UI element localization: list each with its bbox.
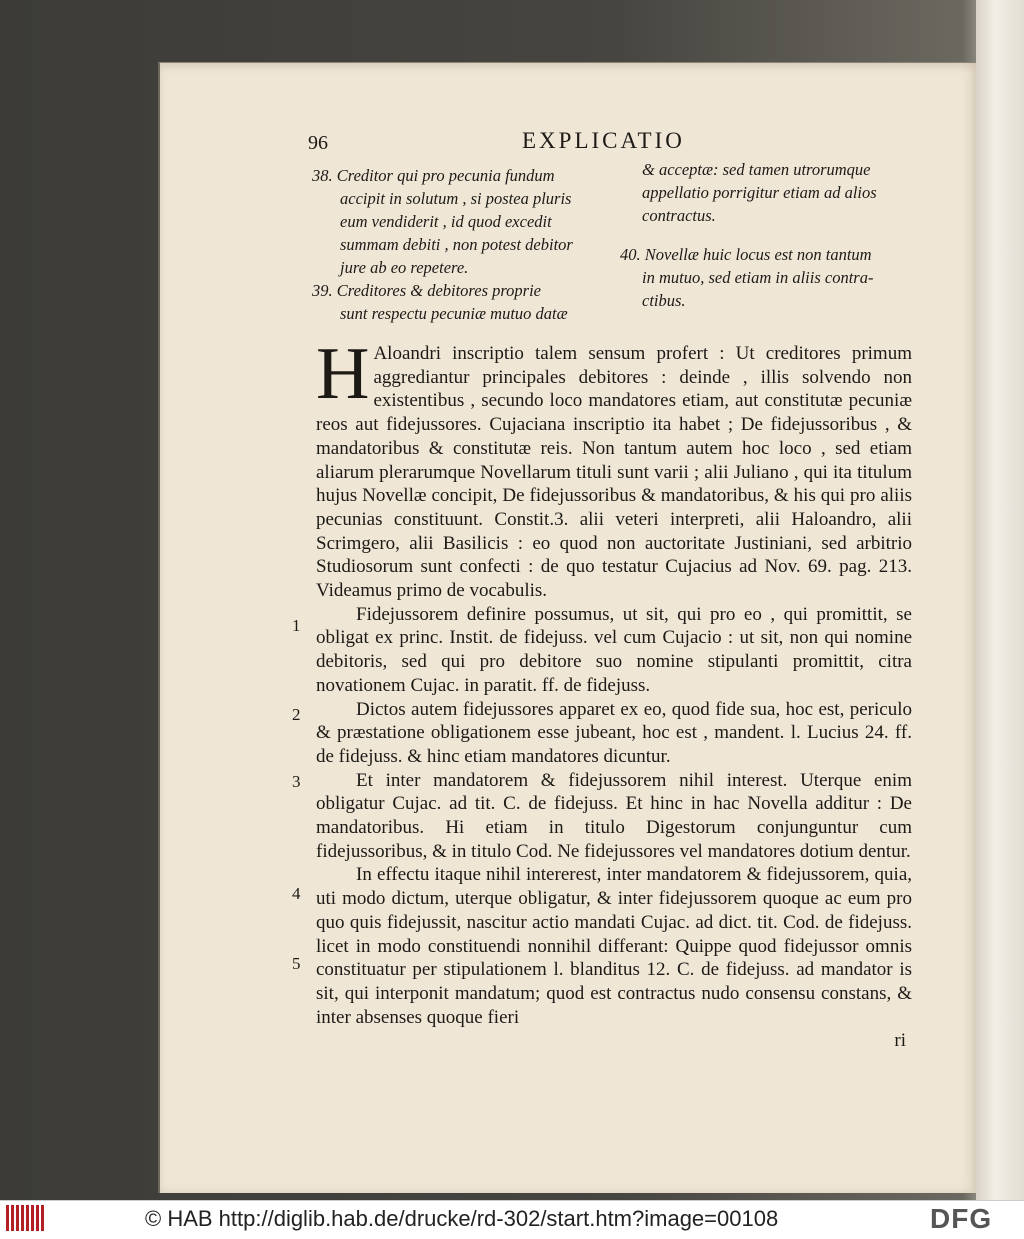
catchword: ri — [894, 1030, 906, 1052]
summary-line: accipit in solutum , si postea pluris — [340, 189, 572, 208]
summary-line: 40. Novellæ huic locus est non tantum — [620, 245, 872, 264]
paragraph-5: In effectu itaque nihil intererest, inter mandatorem & fidejussorem, quia, uti modo dictum, uterque obligatur, & inter fidejussorem quoque ac eum pro quo quis fidejussit, nascitur actio mandati Cujac. ad dict. tit. Cod. de fidejuss. licet in modo constituendi nonnihil differant: Quippe quod fidejussor omnis constituatur per stipulationem l. blanditus 12. C. de fidejuss. ad mandator is sit, qui interponit mandatum; quod est contractus nudo consensu constans, & inter absenses quoque fieri — [316, 864, 912, 1028]
hab-logo-icon — [6, 1205, 50, 1233]
page-number: 96 — [308, 132, 328, 154]
copyright-link[interactable]: © HAB http://diglib.hab.de/drucke/rd-302/start.htm?image=00108 — [145, 1206, 779, 1231]
running-head: EXPLICATIO — [522, 128, 685, 153]
summary-line: summam debiti , non potest debitor — [340, 235, 573, 254]
summary-line — [620, 227, 877, 243]
margin-number: 1 — [292, 616, 301, 635]
summary-right — [620, 158, 877, 312]
paragraph-4: Et inter mandatorem & fidejussorem nihil interest. Uterque enim obligatur Cujac. ad tit. C. de fidejuss. Et hinc in hac Novella additur : De mandatoribus. Hi etiam in titulo Digestorum conjunguntur cum fidejussoribus, & in titulo Cod. Ne fidejussores vel mandatores dotium dentur. — [316, 769, 912, 862]
paragraph-1 — [316, 333, 912, 603]
margin-number: 5 — [292, 954, 301, 973]
paragraph-2: Fidejussorem definire possumus, ut sit, qui pro eo , qui promittit, se obligat ex princ. Instit. de fidejuss. vel cum Cujacio : ut sit, non qui nomine debitoris, sed qui pro debitore suo nomine stipulanti promittit, citra novationem Cujac. in paratit. ff. de fidejuss. — [316, 603, 912, 696]
next-page-edge — [976, 0, 1024, 1200]
drop-cap: H — [316, 333, 370, 415]
margin-number: 3 — [292, 772, 301, 791]
summary-line: appellatio porrigitur etiam ad alios — [642, 183, 877, 202]
summary-line: sunt respectu pecuniæ mutuo datæ — [340, 304, 568, 323]
paragraph-3: Dictos autem fidejussores apparet ex eo, quod fide sua, hoc est, periculo & præstatione obligationem esse jubeant, hoc est , mandent. l. Lucius 24. ff. de fidejuss. & hinc etiam mandatores dicuntur. — [316, 698, 912, 767]
summary-line: & acceptæ: sed tamen utrorumque — [642, 160, 871, 179]
summary-line: eum vendiderit , id quod excedit — [340, 212, 552, 231]
summary-line: 39. Creditores & debitores proprie — [312, 281, 542, 300]
summary-line: in mutuo, sed etiam in aliis contra- — [642, 268, 874, 287]
margin-number: 4 — [292, 884, 301, 903]
dfg-logo: DFG — [930, 1203, 993, 1234]
summary-line: jure ab eo repetere. — [340, 258, 469, 277]
summary-line: ctibus. — [642, 291, 686, 310]
paragraph-text: Aloandri inscriptio talem sensum profert : Ut creditores primum aggrediantur principales debitores : deinde , illis solvendo non existentibus , secundo loco mandatores etiam, aut constitutæ pecuniæ reos aut fidejussores. Cujaciana inscriptio ita habet ; De fidejussoribus , & mandatoribus & constitutæ reis. Non tantum autem hoc loco , sed etiam aliarum plerarumque Novellarum tituli sunt varii ; alii Juliano , qui ita titulum hujus Novellæ concipit, De fidejussoribus & mandatoribus, & his qui pro aliis pecunias constituunt. Constit.3. alii veteri interpreti, alii Haloandro, alii Scrimgero, alii Basilicis : eo quod non auctoritate Justiniani, sed arbitrio Studiosorum sunt confecti : de quo testatur Cujacius ad Nov. 69. pag. 213. Videamus primo de vocabulis. — [316, 343, 912, 602]
summary-line: contractus. — [642, 206, 716, 225]
summary-left — [312, 164, 573, 325]
body-text — [316, 333, 912, 1053]
margin-number: 2 — [292, 705, 301, 724]
summary-line: 38. Creditor qui pro pecunia fundum — [312, 166, 555, 185]
